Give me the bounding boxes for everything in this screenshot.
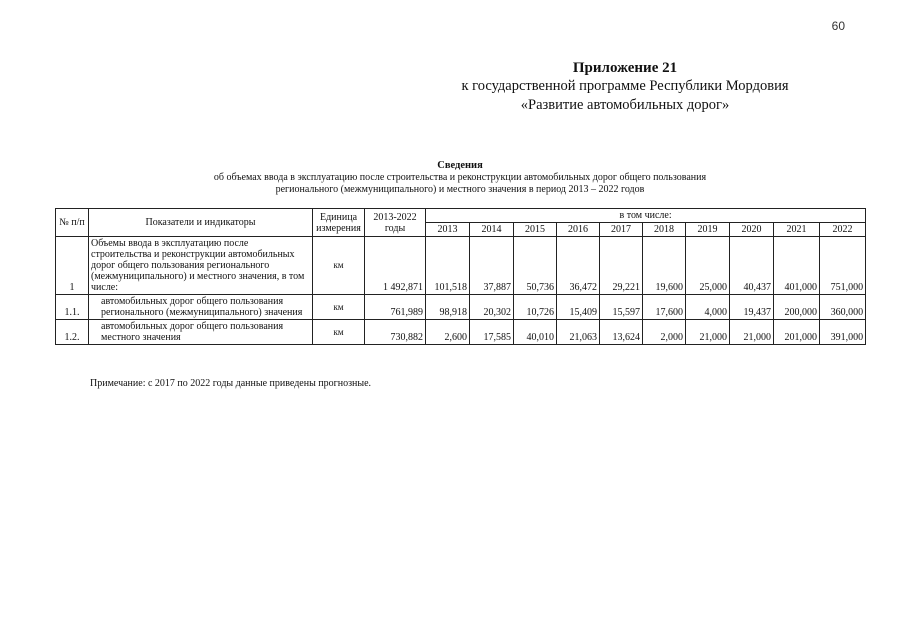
header-including: в том числе: [426, 209, 866, 223]
row-value: 2,000 [643, 320, 686, 345]
row-value: 10,726 [514, 295, 557, 320]
row-value: 29,221 [600, 237, 643, 295]
appendix-subprogram-line: «Развитие автомобильных дорог» [520, 97, 730, 113]
row-value: 360,000 [820, 295, 866, 320]
row-value: 37,887 [470, 237, 514, 295]
row-value: 40,437 [730, 237, 774, 295]
header-year: 2013 [426, 223, 470, 237]
row-value: 2,600 [426, 320, 470, 345]
header-unit: Единица измерения [313, 209, 365, 237]
row-unit: км [313, 295, 365, 320]
row-value: 101,518 [426, 237, 470, 295]
row-value: 98,918 [426, 295, 470, 320]
row-value: 15,597 [600, 295, 643, 320]
row-value: 4,000 [686, 295, 730, 320]
document-heading [90, 160, 830, 196]
appendix-program-line: к государственной программе Республики Мордовия [461, 78, 789, 94]
row-value: 200,000 [774, 295, 820, 320]
row-value: 19,600 [643, 237, 686, 295]
row-value: 201,000 [774, 320, 820, 345]
row-unit: км [313, 237, 365, 295]
row-value: 25,000 [686, 237, 730, 295]
footnote: Примечание: с 2017 по 2022 годы данные приведены прогнозные. [90, 378, 372, 389]
page-number: 60 [831, 19, 845, 33]
row-value: 21,000 [730, 320, 774, 345]
row-total: 1 492,871 [365, 237, 426, 295]
row-value: 17,585 [470, 320, 514, 345]
row-value: 40,010 [514, 320, 557, 345]
table-row [56, 295, 866, 320]
row-indicator: Объемы ввода в эксплуатацию после строительства и реконструкции автомобильных дорог общего пользования регионального (межмуниципального) и местного значения, в том числе: [89, 237, 313, 295]
row-value: 401,000 [774, 237, 820, 295]
row-number: 1.1. [56, 295, 89, 320]
row-number: 1.2. [56, 320, 89, 345]
heading-title: Сведения [437, 160, 483, 171]
header-year: 2019 [686, 223, 730, 237]
row-value: 20,302 [470, 295, 514, 320]
row-value: 50,736 [514, 237, 557, 295]
row-value: 21,063 [557, 320, 600, 345]
row-value: 391,000 [820, 320, 866, 345]
header-row-1 [56, 209, 866, 223]
row-unit: км [313, 320, 365, 345]
header-indicators: Показатели и индикаторы [89, 209, 313, 237]
row-value: 15,409 [557, 295, 600, 320]
row-indicator: автомобильных дорог общего пользования местного значения [89, 320, 313, 345]
row-number: 1 [56, 237, 89, 295]
header-year: 2022 [820, 223, 866, 237]
appendix-block [415, 60, 835, 115]
header-num: № п/п [56, 209, 89, 237]
row-value: 751,000 [820, 237, 866, 295]
row-value: 13,624 [600, 320, 643, 345]
table-row [56, 320, 866, 345]
row-value: 17,600 [643, 295, 686, 320]
row-total: 761,989 [365, 295, 426, 320]
header-year: 2014 [470, 223, 514, 237]
header-year: 2015 [514, 223, 557, 237]
header-total: 2013-2022 годы [365, 209, 426, 237]
header-year: 2020 [730, 223, 774, 237]
heading-line-2: регионального (межмуниципального) и местного значения в период 2013 – 2022 годов [275, 184, 645, 195]
table-row [56, 237, 866, 295]
row-value: 19,437 [730, 295, 774, 320]
data-table [55, 208, 866, 345]
header-year: 2017 [600, 223, 643, 237]
header-year: 2018 [643, 223, 686, 237]
header-year: 2021 [774, 223, 820, 237]
header-year: 2016 [557, 223, 600, 237]
row-value: 36,472 [557, 237, 600, 295]
heading-line-1: об объемах ввода в эксплуатацию после строительства и реконструкции автомобильных дорог общего пользования [213, 172, 707, 183]
row-value: 21,000 [686, 320, 730, 345]
row-indicator: автомобильных дорог общего пользования регионального (межмуниципального) значения [89, 295, 313, 320]
appendix-title: Приложение 21 [572, 60, 678, 76]
row-total: 730,882 [365, 320, 426, 345]
